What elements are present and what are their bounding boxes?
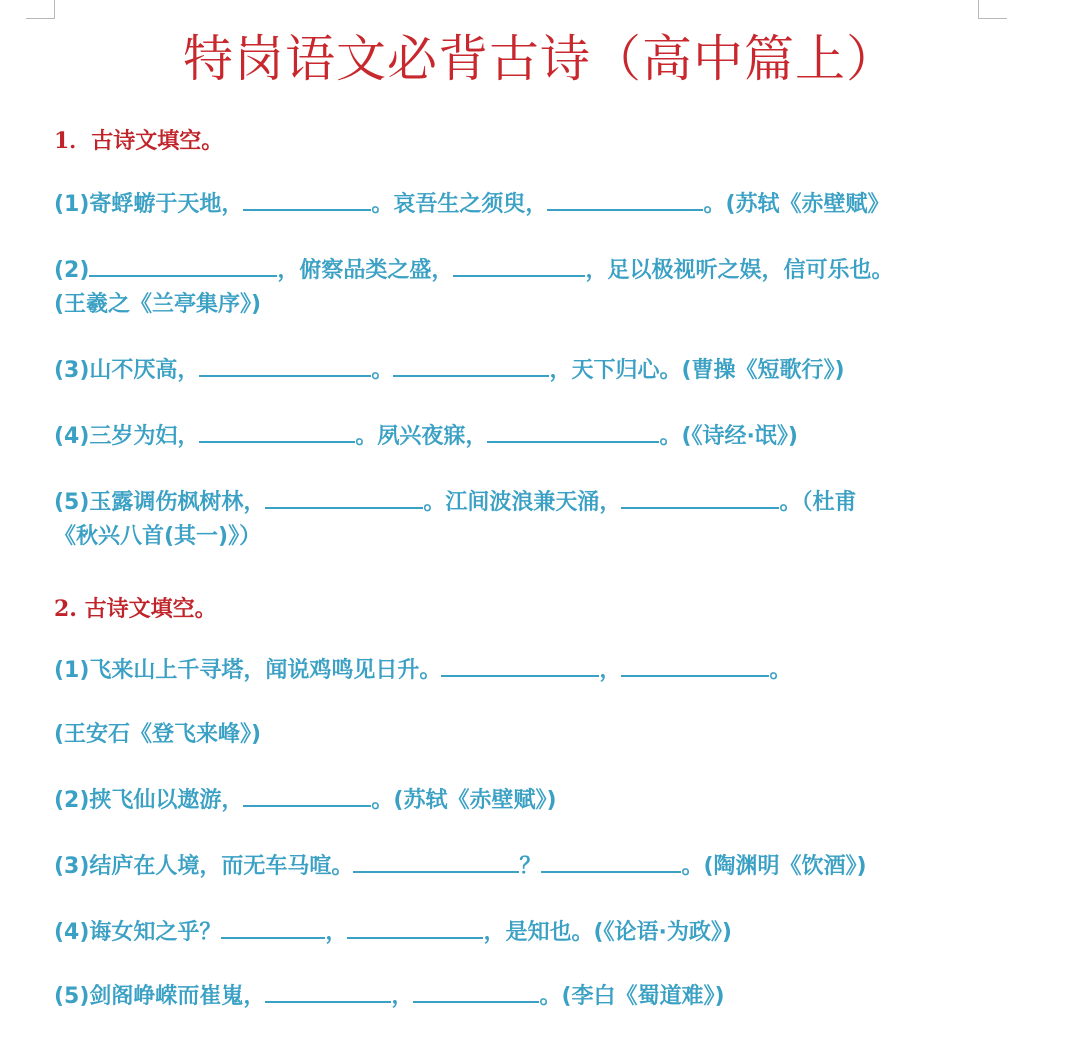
s2-q3-text-pre: (3)结庐在人境，而无车马喧。	[54, 854, 354, 879]
s2-q5-blank-1[interactable]	[265, 983, 391, 1003]
s1-q1-blank-1[interactable]	[243, 191, 371, 211]
s2-q4-blank-2[interactable]	[347, 919, 483, 939]
s2-q4-text-post: ，是知也。(《论语·为政》)	[483, 920, 732, 945]
s2-question-4	[54, 918, 732, 948]
s2-q2-blank-1[interactable]	[243, 787, 371, 807]
s1-question-4	[54, 422, 798, 452]
s1-q2-text-mid2: ，足以极视听之娱，信可乐也。	[585, 258, 894, 283]
s2-question-1	[54, 656, 791, 686]
s1-q3-blank-1[interactable]	[199, 357, 371, 377]
s2-q2-text-post: 。(苏轼《赤壁赋》)	[371, 788, 557, 813]
section-2-heading: 2. 古诗文填空。	[54, 596, 217, 622]
s2-q3-text-mid: ？	[519, 854, 542, 879]
s1-question-1	[54, 190, 890, 220]
s1-q2-blank-2[interactable]	[453, 257, 585, 277]
s1-q2-text-mid1: ，俯察品类之盛，	[277, 258, 454, 283]
s1-q4-blank-1[interactable]	[199, 423, 355, 443]
s2-q5-text-pre: (5)剑阁峥嵘而崔嵬，	[54, 984, 266, 1009]
s1-q1-text-mid: 。哀吾生之须臾，	[371, 192, 548, 217]
s2-q1-text-mid: ，	[599, 658, 622, 683]
s2-question-5	[54, 982, 725, 1012]
s1-q5-text-pre: (5)玉露调伤枫树林，	[54, 490, 266, 515]
s1-q4-text-post: 。(《诗经·氓》)	[659, 424, 798, 449]
s1-q4-text-mid: 。夙兴夜寐，	[355, 424, 488, 449]
s2-question-3	[54, 852, 867, 882]
s2-q4-text-pre: (4)诲女知之乎？	[54, 920, 222, 945]
s1-q5-text-post: 。（杜甫	[779, 490, 857, 515]
s1-q4-text-pre: (4)三岁为妇，	[54, 424, 200, 449]
s1-q3-text-pre: (3)山不厌高，	[54, 358, 200, 383]
s1-q2-blank-1[interactable]	[89, 257, 277, 277]
s1-q1-text-post: 。(苏轼《赤壁赋》	[703, 192, 890, 217]
section-1-heading: 1．古诗文填空。	[54, 128, 224, 154]
s1-q1-blank-2[interactable]	[547, 191, 703, 211]
s2-q4-text-mid: ，	[325, 920, 348, 945]
s2-q5-text-mid: ，	[391, 984, 414, 1009]
s1-q1-text-pre: (1)寄蜉蝣于天地，	[54, 192, 244, 217]
s2-q3-blank-2[interactable]	[541, 853, 681, 873]
s1-question-3	[54, 356, 845, 386]
s2-q1-text-post: 。	[769, 658, 792, 683]
s2-q1-blank-1[interactable]	[441, 657, 599, 677]
s1-question-2	[54, 256, 893, 286]
s1-q4-blank-2[interactable]	[487, 423, 659, 443]
s1-q5-blank-1[interactable]	[265, 489, 423, 509]
s2-question-2	[54, 786, 557, 816]
s1-q5-source: 《秋兴八首(其一)》）	[54, 524, 262, 549]
s2-q1-text-pre: (1)飞来山上千寻塔，闻说鸡鸣见日升。	[54, 658, 442, 683]
s1-question-5	[54, 488, 856, 518]
s1-q3-blank-2[interactable]	[393, 357, 549, 377]
s2-q5-text-post: 。(李白《蜀道难》)	[539, 984, 725, 1009]
s2-q3-text-post: 。(陶渊明《饮酒》)	[681, 854, 867, 879]
s1-q3-text-mid: 。	[371, 358, 394, 383]
s1-q2-source: (王羲之《兰亭集序》)	[54, 292, 262, 317]
s2-q1-blank-2[interactable]	[621, 657, 769, 677]
s1-q2-text-pre: (2)	[54, 258, 90, 283]
page-corner-mark-left	[26, 0, 55, 19]
s2-q1-source: (王安石《登飞来峰》)	[54, 722, 262, 747]
s1-q3-text-post: ，天下归心。(曹操《短歌行》)	[549, 358, 845, 383]
page-title: 特岗语文必背古诗（高中篇上）	[183, 30, 897, 88]
s2-q2-text-pre: (2)挟飞仙以遨游，	[54, 788, 244, 813]
s1-q5-text-mid: 。江间波浪兼天涌，	[423, 490, 622, 515]
s1-q5-blank-2[interactable]	[621, 489, 779, 509]
s2-q5-blank-2[interactable]	[413, 983, 539, 1003]
s2-q3-blank-1[interactable]	[353, 853, 519, 873]
page-corner-mark-right	[978, 0, 1007, 19]
s2-q4-blank-1[interactable]	[221, 919, 325, 939]
